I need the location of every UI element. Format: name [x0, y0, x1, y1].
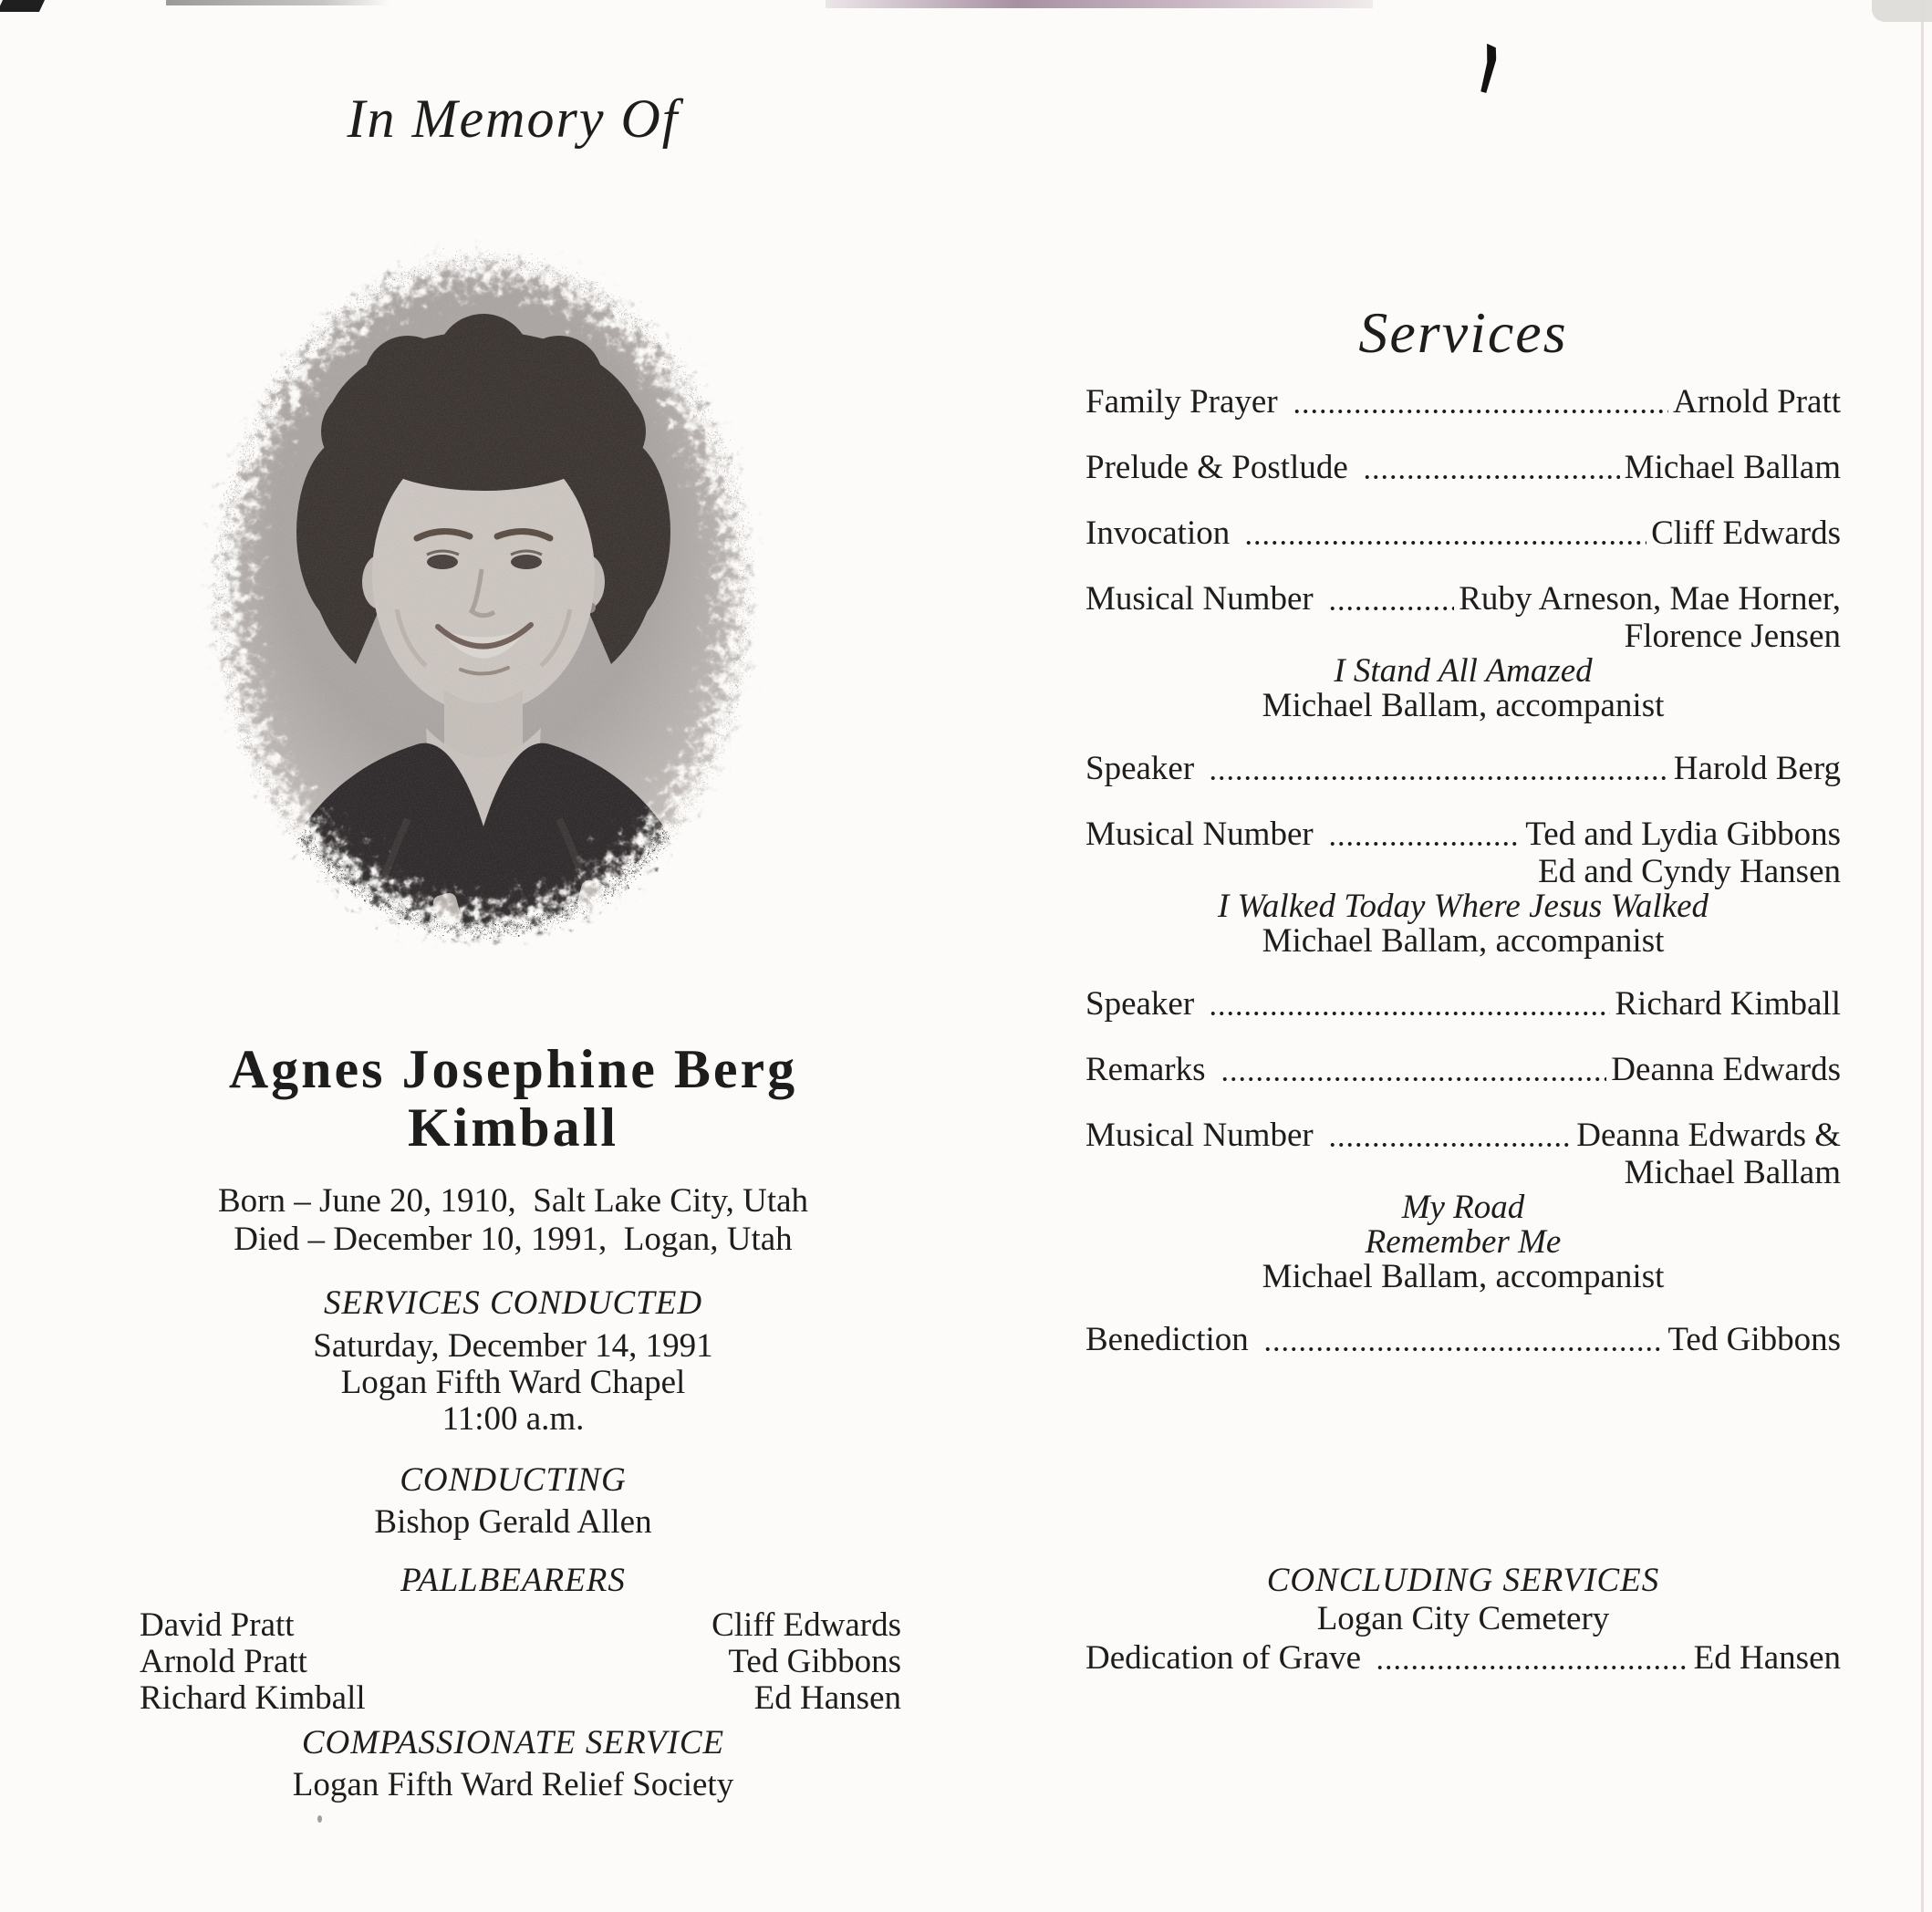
services-list: [1085, 382, 1841, 1360]
service-row-musical-number: [1085, 579, 1841, 619]
service-label: Musical Number: [1085, 1117, 1314, 1154]
dotted-leader: [1376, 1663, 1689, 1672]
services-conducted-block: [105, 1284, 921, 1438]
service-name: Cliff Edwards: [1651, 514, 1841, 552]
service-row-invocation: [1085, 514, 1841, 554]
portrait-illustration: [169, 217, 798, 983]
deceased-name: [105, 1040, 921, 1157]
conducting-name: Bishop Gerald Allen: [374, 1503, 652, 1541]
died-line: Died – December 10, 1991, Logan, Utah: [234, 1221, 793, 1258]
service-location: Logan Fifth Ward Chapel: [340, 1364, 686, 1401]
service-label: Remarks: [1085, 1051, 1206, 1088]
dotted-leader: [1209, 1009, 1610, 1018]
service-row-dedication: [1085, 1638, 1841, 1678]
dotted-leader: [1244, 538, 1646, 547]
compassionate-service-name: Logan Fifth Ward Relief Society: [292, 1766, 734, 1803]
concluding-location: Logan City Cemetery: [1316, 1600, 1610, 1637]
conducting-heading: CONDUCTING: [400, 1461, 627, 1499]
song-title: My Road: [1401, 1189, 1525, 1226]
service-group-musical-number-2: [1085, 815, 1841, 959]
deceased-name-line1: Agnes Josephine Berg: [228, 1039, 798, 1099]
service-row-remarks: [1085, 1050, 1841, 1090]
dotted-leader: [1328, 1140, 1573, 1149]
service-name: Harold Berg: [1673, 750, 1841, 787]
conducting-block: [105, 1461, 921, 1542]
scan-artifact-speck: [317, 1815, 322, 1823]
pallbearers-left-column: [140, 1607, 366, 1717]
ink-mark: [1477, 43, 1498, 94]
dotted-leader: [1263, 1345, 1664, 1354]
service-row-benediction: [1085, 1320, 1841, 1360]
pallbearers-columns: [105, 1607, 921, 1717]
accompanist-line: Michael Ballam, accompanist: [1262, 687, 1665, 724]
services-title: Services: [1358, 300, 1568, 365]
service-time: 11:00 a.m.: [441, 1400, 585, 1438]
additional-performer: Ed and Cyndy Hansen: [1538, 853, 1841, 890]
service-group-musical-number-3: [1085, 1116, 1841, 1294]
service-name: Richard Kimball: [1615, 985, 1841, 1023]
service-label: Prelude & Postlude: [1085, 449, 1348, 486]
service-name: Ruby Arneson, Mae Horner,: [1459, 580, 1841, 618]
compassionate-service-heading: COMPASSIONATE SERVICE: [301, 1724, 725, 1761]
service-label: Speaker: [1085, 985, 1195, 1023]
pallbearers-block: [105, 1562, 921, 1717]
song-title: I Stand All Amazed: [1334, 652, 1593, 690]
service-name: Ted and Lydia Gibbons: [1525, 816, 1841, 853]
pallbearer-name: Cliff Edwards: [712, 1606, 901, 1644]
dotted-leader: [1209, 774, 1669, 783]
accompanist-line: Michael Ballam, accompanist: [1262, 922, 1665, 960]
song-title: Remember Me: [1365, 1223, 1562, 1261]
service-row-speaker-2: [1085, 984, 1841, 1024]
scan-artifact-top-streak: [166, 0, 390, 5]
service-date: Saturday, December 14, 1991: [313, 1327, 713, 1365]
pallbearer-name: Arnold Pratt: [140, 1643, 307, 1680]
compassionate-service-block: [105, 1724, 921, 1804]
page-title: In Memory Of: [347, 88, 680, 149]
birth-death-dates: [105, 1182, 921, 1259]
dotted-leader: [1363, 473, 1620, 482]
pallbearer-name: Richard Kimball: [140, 1679, 366, 1717]
dotted-leader: [1293, 407, 1668, 416]
service-row-musical-number: [1085, 1116, 1841, 1156]
pallbearer-name: Ed Hansen: [753, 1679, 901, 1717]
additional-performer: Michael Ballam: [1624, 1154, 1841, 1191]
dotted-leader: [1220, 1075, 1607, 1084]
additional-performer: Florence Jensen: [1624, 618, 1841, 655]
scan-artifact-right-edge: [1921, 0, 1924, 1912]
service-name: Ted Gibbons: [1667, 1321, 1841, 1358]
service-label: Musical Number: [1085, 580, 1314, 618]
concluding-services-heading: CONCLUDING SERVICES: [1266, 1562, 1660, 1599]
scan-artifact-top-left: [0, 0, 45, 12]
pallbearers-right-column: [712, 1607, 901, 1717]
scan-artifact-purple-streak: [826, 0, 1373, 8]
service-name: Michael Ballam: [1624, 449, 1841, 486]
service-label: Speaker: [1085, 750, 1195, 787]
service-name: Deanna Edwards &: [1576, 1117, 1841, 1154]
accompanist-line: Michael Ballam, accompanist: [1262, 1258, 1665, 1295]
service-row-prelude-postlude: [1085, 448, 1841, 488]
portrait-photo: [169, 217, 798, 983]
service-group-musical-number-1: [1085, 579, 1841, 723]
service-row-musical-number: [1085, 815, 1841, 855]
service-name: Arnold Pratt: [1673, 383, 1841, 421]
born-line: Born – June 20, 1910, Salt Lake City, Utah: [217, 1182, 809, 1220]
dotted-leader: [1328, 604, 1454, 613]
service-row-speaker-1: [1085, 749, 1841, 789]
pallbearers-heading: PALLBEARERS: [400, 1562, 626, 1599]
service-name: Ed Hansen: [1693, 1639, 1841, 1677]
service-label: Family Prayer: [1085, 383, 1278, 421]
concluding-services-block: [1085, 1562, 1841, 1678]
pallbearer-name: Ted Gibbons: [728, 1643, 901, 1680]
pallbearer-name: David Pratt: [140, 1606, 295, 1644]
service-label: Musical Number: [1085, 816, 1314, 853]
dotted-leader: [1328, 839, 1522, 848]
service-label: Invocation: [1085, 514, 1231, 552]
deceased-name-line2: Kimball: [407, 1097, 619, 1158]
song-title: I Walked Today Where Jesus Walked: [1217, 888, 1709, 925]
service-label: Benediction: [1085, 1321, 1249, 1358]
service-label: Dedication of Grave: [1085, 1639, 1362, 1677]
service-row-family-prayer: [1085, 382, 1841, 422]
service-name: Deanna Edwards: [1611, 1051, 1841, 1088]
services-conducted-heading: SERVICES CONDUCTED: [323, 1284, 703, 1322]
